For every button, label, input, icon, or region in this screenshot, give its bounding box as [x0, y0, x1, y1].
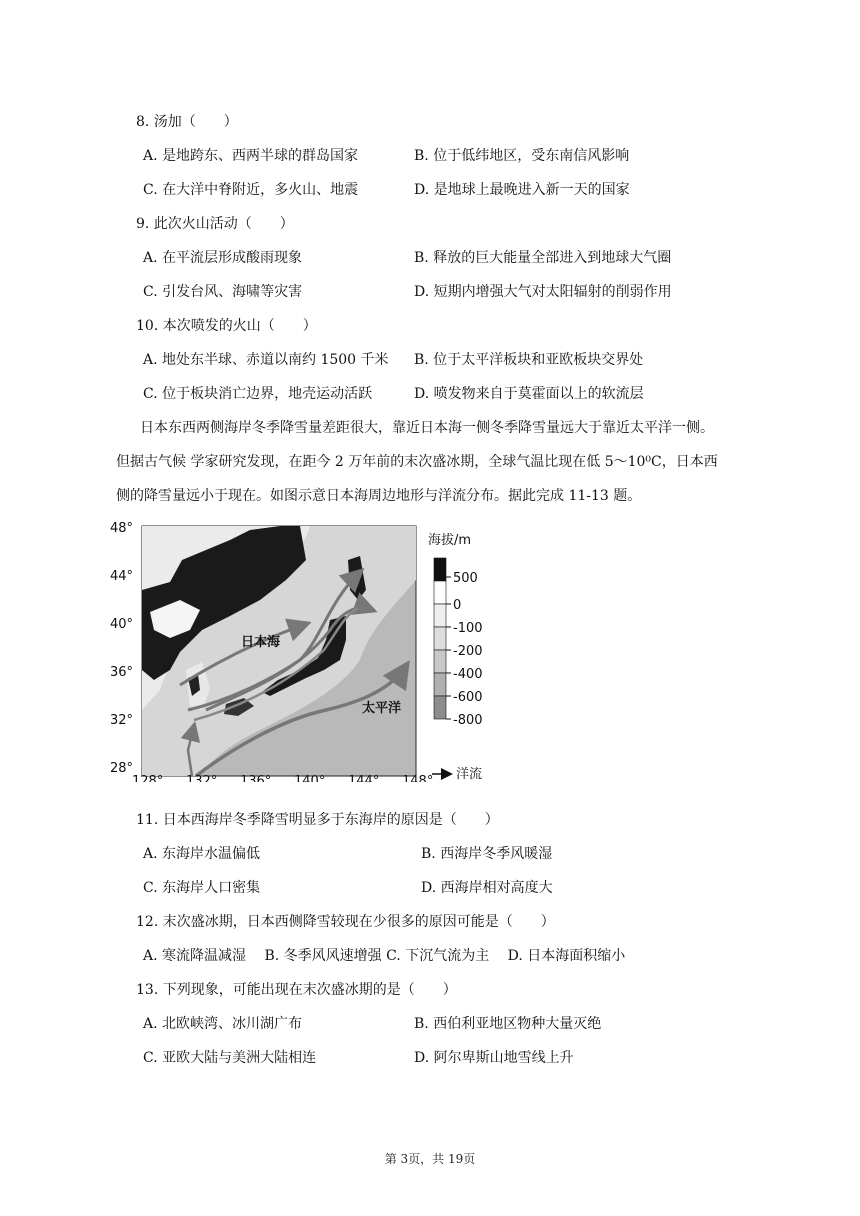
- ocean-label: 太平洋: [362, 701, 402, 716]
- page-footer: 第 3页，共 19页: [384, 1152, 476, 1166]
- q11-option-b: B. 西海岸冬季风暖湿: [421, 846, 553, 862]
- q11-option-c: C. 东海岸人口密集: [143, 880, 261, 896]
- map-x-tick: 128°: [132, 774, 164, 782]
- q10-stem: 10. 本次喷发的火山（ ）: [136, 318, 317, 334]
- legend-label: -400: [453, 667, 483, 682]
- map-x-tick: 144°: [348, 774, 380, 782]
- q13-option-c: C. 亚欧大陆与美洲大陆相连: [143, 1050, 317, 1066]
- map-y-tick: 40°: [110, 617, 134, 632]
- passage-line-3: 侧的降雪量远小于现在。如图示意日本海周边地形与洋流分布。据此完成 11-13 题。: [116, 488, 642, 504]
- q9-option-a: A. 在平流层形成酸雨现象: [143, 250, 303, 266]
- legend-label: 0: [453, 598, 462, 613]
- legend-swatch: [434, 604, 446, 627]
- legend-swatch: [434, 650, 446, 673]
- sea-label: 日本海: [241, 635, 281, 650]
- legend-label: 500: [453, 571, 478, 586]
- q9-option-d: D. 短期内增强大气对太阳辐射的削弱作用: [414, 284, 672, 300]
- passage-line-1: 日本东西两侧海岸冬季降雪量差距很大，靠近日本海一侧冬季降雪量远大于靠近太平洋一侧。: [140, 420, 714, 436]
- legend-label: -100: [453, 621, 483, 636]
- map-y-tick: 36°: [110, 665, 134, 680]
- q11-option-a: A. 东海岸水温偏低: [143, 846, 261, 862]
- legend-label: -600: [453, 690, 483, 705]
- q9-option-c: C. 引发台风、海啸等灾害: [143, 284, 303, 300]
- legend-swatch: [434, 558, 446, 581]
- q13-option-d: D. 阿尔卑斯山地雪线上升: [414, 1050, 574, 1066]
- q13-option-b: B. 西伯利亚地区物种大量灭绝: [414, 1016, 602, 1032]
- q8-option-b: B. 位于低纬地区，受东南信风影响: [414, 148, 630, 164]
- passage-line-2: 但据古气候 学家研究发现，在距今 2 万年前的末次盛冰期，全球气温比现在低 5～10⁰C，日本西: [116, 454, 718, 470]
- legend-swatch: [434, 696, 446, 719]
- map-y-tick: 48°: [110, 521, 134, 536]
- q10-option-c: C. 位于板块消亡边界，地壳运动活跃: [143, 386, 373, 402]
- map-svg: [110, 520, 500, 782]
- q10-option-b: B. 位于太平洋板块和亚欧板块交界处: [414, 352, 644, 368]
- map-y-tick: 44°: [110, 569, 134, 584]
- q8-stem: 8. 汤加（ ）: [136, 114, 238, 130]
- legend-swatch: [434, 581, 446, 604]
- q8-option-d: D. 是地球上最晚进入新一天的国家: [414, 182, 630, 198]
- map-x-tick: 148°: [402, 774, 434, 782]
- q13-option-a: A. 北欧峡湾、冰川湖广布: [143, 1016, 303, 1032]
- q13-stem: 13. 下列现象，可能出现在末次盛冰期的是（ ）: [136, 982, 457, 998]
- q10-option-d: D. 喷发物来自于莫霍面以上的软流层: [414, 386, 644, 402]
- map-x-tick: 140°: [294, 774, 326, 782]
- q10-option-a: A. 地处东半球、赤道以南约 1500 千米: [143, 352, 389, 368]
- q12-stem: 12. 末次盛冰期，日本西侧降雪较现在少很多的原因可能是（ ）: [136, 914, 555, 930]
- q9-stem: 9. 此次火山活动（ ）: [136, 216, 294, 232]
- q12-options: A. 寒流降温减湿 B. 冬季风风速增强 C. 下沉气流为主 D. 日本海面积缩小: [143, 948, 626, 964]
- q8-option-c: C. 在大洋中脊附近，多火山、地震: [143, 182, 359, 198]
- q11-stem: 11. 日本西海岸冬季降雪明显多于东海岸的原因是（ ）: [136, 812, 499, 828]
- q8-option-a: A. 是地跨东、西两半球的群岛国家: [143, 148, 359, 164]
- map-x-tick: 132°: [186, 774, 218, 782]
- map-y-tick: 32°: [110, 713, 134, 728]
- current-legend-label: 洋流: [456, 767, 483, 782]
- legend-title: 海拔/m: [428, 533, 472, 548]
- q9-option-b: B. 释放的巨大能量全部进入到地球大气圈: [414, 250, 672, 266]
- legend-label: -200: [453, 644, 483, 659]
- map-y-tick: 28°: [110, 761, 134, 776]
- legend-swatch: [434, 673, 446, 696]
- legend-swatch: [434, 627, 446, 650]
- japan-sea-map-figure: [110, 520, 500, 782]
- q11-option-d: D. 西海岸相对高度大: [421, 880, 553, 896]
- legend-label: -800: [453, 713, 483, 728]
- map-x-tick: 136°: [240, 774, 272, 782]
